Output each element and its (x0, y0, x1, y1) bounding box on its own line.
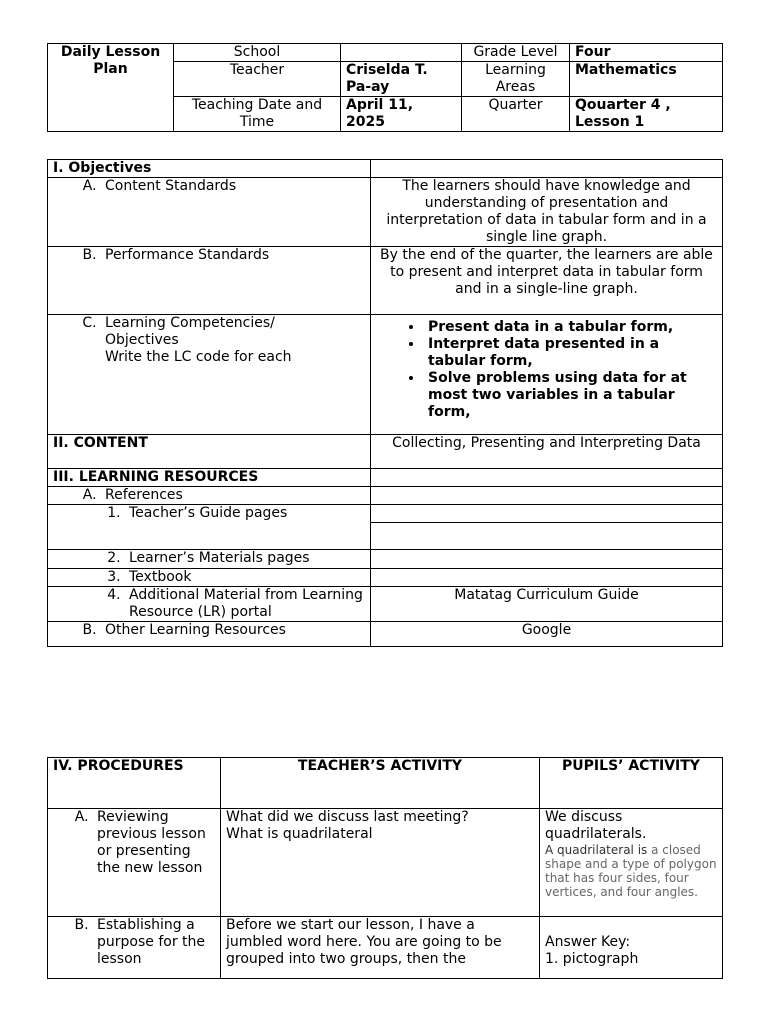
answer-key-label: Answer Key: (545, 934, 631, 950)
other-resources-value: Google (371, 622, 723, 647)
procedure-a-teacher-line: What did we discuss last meeting? (226, 809, 469, 825)
objectives-heading: I. Objectives (48, 160, 371, 178)
competency-item: • Present data in a tabular form, (424, 319, 717, 336)
competencies-label: C. Learning Competencies/ Objectives Write the LC code for each (101, 315, 365, 366)
procedure-a-teacher-line: What is quadrilateral (226, 826, 373, 842)
quarter-value: Qouarter 4 , Lesson 1 (570, 97, 723, 132)
procedure-a-pupils-answer: We discuss quadrilaterals. (545, 809, 647, 842)
header-table (47, 43, 723, 132)
objectives-table (47, 159, 723, 647)
competencies-list (376, 319, 717, 421)
procedure-a-label: A. Reviewing previous lesson or presenting the new lesson (93, 809, 215, 877)
teacher-value: Criselda T. Pa-ay (341, 62, 462, 97)
teachers-guide-label: 1. Teacher’s Guide pages (125, 505, 365, 522)
content-heading: II. CONTENT (48, 435, 371, 469)
plan-title: Daily Lesson Plan (48, 44, 174, 132)
procedure-b-label: B. Establishing a purpose for the lesson (93, 917, 215, 968)
learners-materials-label: 2. Learner’s Materials pages (125, 550, 365, 567)
procedures-table (47, 757, 723, 979)
textbook-label: 3. Textbook (125, 569, 365, 586)
competency-item: • Interpret data presented in a tabular form, (424, 336, 717, 370)
references-label: A. References (101, 487, 365, 504)
procedures-heading: IV. PROCEDURES (48, 758, 221, 809)
school-value (341, 44, 462, 62)
quadrilateral-definition: A quadrilateral is a closed shape and a type of polygon that has four sides, four vertices, and four angles. (545, 843, 717, 899)
school-label: School (174, 44, 341, 62)
content-standards-label: A. Content Standards (101, 178, 365, 195)
performance-standards-label: B. Performance Standards (101, 247, 365, 264)
content-standards-value: The learners should have knowledge and understanding of presentation and interpretation of data in tabular form and in a single line graph. (371, 178, 723, 247)
pupils-activity-heading: PUPILS’ ACTIVITY (540, 758, 723, 809)
quarter-label: Quarter (462, 97, 570, 132)
content-value: Collecting, Presenting and Interpreting Data (371, 435, 723, 469)
date-label: Teaching Date and Time (174, 97, 341, 132)
answer-key-item: 1. pictograph (545, 951, 639, 967)
additional-material-value: Matatag Curriculum Guide (371, 587, 723, 622)
teacher-label: Teacher (174, 62, 341, 97)
areas-label: Learning Areas (462, 62, 570, 97)
additional-material-label: 4. Additional Material from Learning Resource (LR) portal (125, 587, 365, 621)
other-resources-label: B. Other Learning Resources (101, 622, 365, 639)
grade-label: Grade Level (462, 44, 570, 62)
competency-item: • Solve problems using data for at most two variables in a tabular form, (424, 370, 717, 421)
grade-value: Four (570, 44, 723, 62)
teacher-activity-heading: TEACHER’S ACTIVITY (221, 758, 540, 809)
areas-value: Mathematics (570, 62, 723, 97)
procedure-b-teacher: Before we start our lesson, I have a jumbled word here. You are going to be grouped into two groups, then the (221, 917, 540, 979)
date-value: April 11, 2025 (341, 97, 462, 132)
performance-standards-value: By the end of the quarter, the learners are able to present and interpret data in tabular form and in a single-line graph. (371, 247, 723, 315)
resources-heading: III. LEARNING RESOURCES (48, 469, 371, 487)
